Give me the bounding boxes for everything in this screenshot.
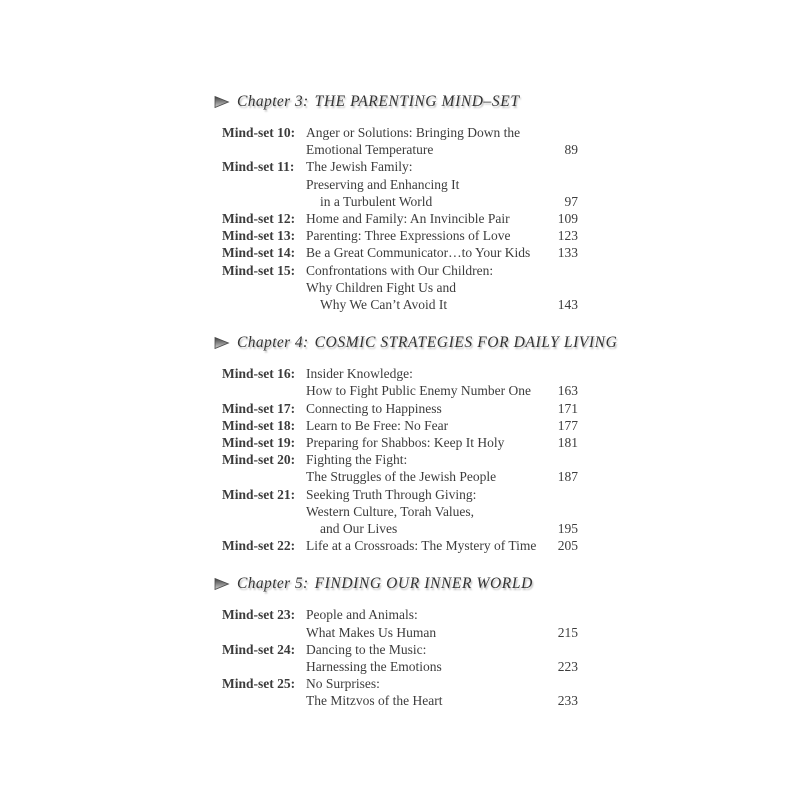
chapter-heading [214,331,618,355]
entry-title: Confrontations with Our Children: [306,262,494,278]
entry-page-number: 123 [557,228,578,244]
chapter-entries [222,124,578,313]
chapter-section [214,90,578,313]
chapter-heading [214,572,578,596]
entry-page-number: 163 [557,383,578,399]
entry-label: Mind-set 18: [222,417,296,433]
entry-title: Home and Family: An Invincible Pair [306,211,510,227]
toc-line [222,296,578,313]
entry-label: Mind-set 13: [222,228,296,244]
entry-label: Mind-set 19: [222,435,296,451]
entry-label: Mind-set 20: [222,452,296,468]
entry-title: What Makes Us Human [306,624,437,640]
entry-title: Preserving and Enhancing It [306,176,460,192]
toc-line [222,486,578,503]
entry-title: How to Fight Public Enemy Number One [306,383,531,399]
chapter-title: THE PARENTING MIND–SET [314,93,520,110]
entry-title: Why We Can’t Avoid It [320,297,448,313]
entry-title: The Struggles of the Jewish People [306,469,497,485]
toc-line [222,675,578,692]
entry-page-number: 215 [557,624,578,640]
entry-title: and Our Lives [320,521,398,537]
toc-line [222,227,578,244]
entry-label: Mind-set 24: [222,641,296,657]
toc-line [222,417,578,434]
entry-title: Life at a Crossroads: The Mystery of Time [306,538,537,554]
toc-line [222,434,578,451]
toc-line [222,262,578,279]
entry-label: Mind-set 14: [222,245,296,261]
toc-line [222,658,578,675]
toc-line [222,193,578,210]
chapter-title: FINDING OUR INNER WORLD [314,575,533,593]
entry-page-number: 109 [557,211,578,227]
entry-label: Mind-set 21: [222,486,296,502]
toc-line [222,468,578,485]
chapter-section [214,331,618,554]
entry-title: in a Turbulent World [320,193,433,209]
entry-title: People and Animals: [306,607,418,623]
toc-line [222,624,578,641]
entry-title: Be a Great Communicator…to Your Kids [306,245,531,261]
entry-title: Seeking Truth Through Giving: [306,486,477,502]
entry-page-number: 133 [557,245,578,261]
toc-line [222,606,578,623]
entry-title: Western Culture, Torah Values, [306,503,475,519]
entry-label: Mind-set 16: [222,366,296,382]
entry-title: Anger or Solutions: Bringing Down the [306,125,521,140]
entry-label: Mind-set 10: [222,125,296,140]
toc-line [222,641,578,658]
toc-line [222,451,578,468]
toc-line [222,692,578,709]
entry-title: Learn to Be Free: No Fear [306,417,449,433]
entry-label: Mind-set 11: [222,159,295,175]
entry-label: Mind-set 23: [222,607,296,623]
toc-line [222,520,578,537]
entry-title: Parenting: Three Expressions of Love [306,228,511,244]
toc-line [222,210,578,227]
triangle-right-icon [214,95,230,109]
toc-line [222,365,578,382]
entry-title: Dancing to the Music: [306,641,427,657]
toc-line [222,537,578,554]
entry-page-number: 233 [557,693,578,709]
triangle-right-icon [214,336,230,350]
entry-title: Insider Knowledge: [306,366,413,382]
entry-title: Why Children Fight Us and [306,279,456,295]
entry-page-number: 171 [557,400,578,416]
entry-page-number: 177 [557,417,578,433]
entry-label: Mind-set 12: [222,211,296,227]
chapter-entries [222,365,578,554]
toc-line [222,141,578,158]
entry-title: Preparing for Shabbos: Keep It Holy [306,435,505,451]
entry-title: Fighting the Fight: [306,452,408,468]
entry-title: The Mitzvos of the Heart [306,693,443,709]
entry-title: Harnessing the Emotions [306,659,442,675]
entry-page-number: 89 [564,142,578,158]
entry-page-number: 181 [557,435,578,451]
toc-line [222,382,578,399]
toc-line [222,158,578,175]
toc-line [222,503,578,520]
entry-label: Mind-set 15: [222,262,296,278]
entry-title: No Surprises: [306,676,380,692]
toc-line [222,279,578,296]
entry-title: Connecting to Happiness [306,400,442,416]
entry-page-number: 143 [557,297,578,313]
chapter-section [214,572,578,709]
chapter-label: Chapter 5: [237,575,309,593]
entry-page-number: 97 [564,193,578,209]
toc-line [222,176,578,193]
toc-line [222,244,578,261]
chapter-title: COSMIC STRATEGIES FOR DAILY LIVING [314,334,618,352]
chapter-label: Chapter 4: [237,334,309,352]
toc-line [222,400,578,417]
table-of-contents [214,90,618,710]
entry-page-number: 205 [557,538,578,554]
toc-line [222,124,578,141]
entry-page-number: 223 [557,659,578,675]
chapter-heading [214,90,578,114]
entry-title: The Jewish Family: [306,159,413,175]
chapter-entries [222,606,578,709]
entry-label: Mind-set 22: [222,538,296,554]
entry-title: Emotional Temperature [306,142,434,158]
entry-label: Mind-set 25: [222,676,296,692]
chapter-label: Chapter 3: [237,93,309,110]
entry-page-number: 195 [557,521,578,537]
entry-label: Mind-set 17: [222,400,296,416]
triangle-right-icon [214,577,230,591]
entry-page-number: 187 [557,469,578,485]
